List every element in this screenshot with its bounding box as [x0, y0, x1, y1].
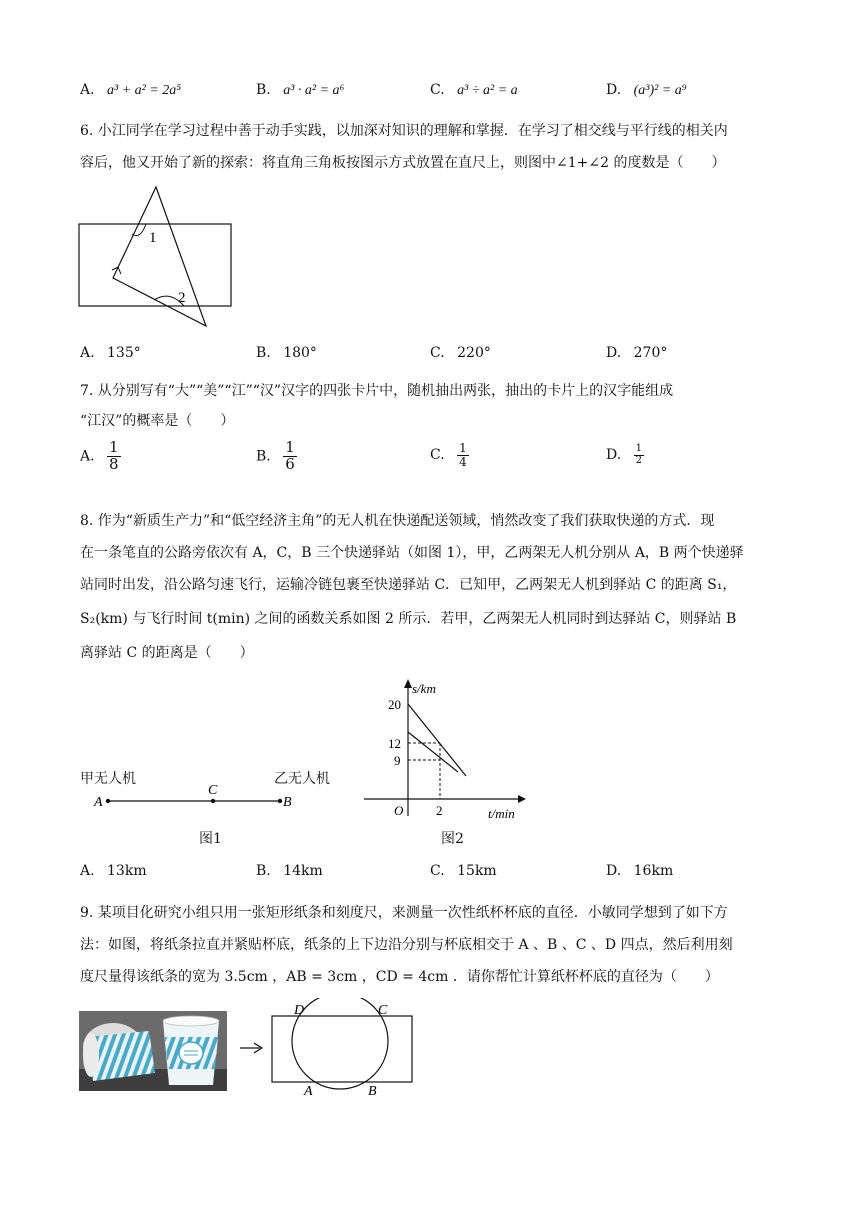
option-letter: D. — [606, 447, 622, 463]
q6-option-b — [256, 345, 317, 361]
q6-stem-line1: 6. 小江同学在学习过程中善于动手实践，以加深对知识的理解和掌握．在学习了相交线与平行线的相关内 — [80, 123, 728, 139]
numerator: 1 — [459, 441, 467, 455]
y-tick-20: 20 — [388, 697, 401, 712]
q6-figure-ruler-triangle — [76, 184, 236, 332]
option-letter: B. — [256, 863, 271, 879]
q9-figure-circle-strip — [268, 998, 418, 1100]
denominator: 2 — [635, 454, 643, 466]
q7-stem-line1: 7. 从分别写有“大”“美”“江”“汉”汉字的四张卡片中，随机抽出两张，抽出的卡片上的汉字能组成 — [80, 383, 674, 399]
q6-stem-line2: 容后，他又开始了新的探索：将直角三角板按图示方式放置在直尺上，则图中∠1+∠2 的度数是（ ） — [80, 155, 726, 171]
q9-stem-line2: 法：如图，将纸条拉直并紧贴杯底，纸条的上下边沿分别与杯底相交于 A 、B 、C 、D 四点，然后利用刻 — [80, 937, 733, 953]
option-letter: B. — [256, 82, 271, 98]
angle1-label: 1 — [149, 230, 157, 246]
q5-option-d — [606, 82, 687, 99]
denominator: 4 — [459, 454, 467, 469]
station-a-dot — [106, 799, 110, 803]
q8-option-c — [430, 863, 497, 879]
numerator: 1 — [635, 443, 643, 454]
q8-option-a — [80, 863, 147, 879]
fraction — [634, 444, 644, 466]
q8-stem-line5: 离驿站 C 的距离是（ ） — [80, 645, 254, 661]
fraction — [457, 442, 469, 468]
q6-option-a — [80, 345, 141, 361]
station-b-dot — [278, 799, 282, 803]
q8-stem-line1: 8. 作为“新质生产力”和“低空经济主角”的无人机在快递配送领域，悄然改变了我们获取快递的方式．现 — [80, 513, 715, 529]
point-b-label: B — [368, 1084, 377, 1099]
station-a-label: A — [94, 795, 103, 810]
x-axis-arrow — [518, 795, 526, 803]
option-letter: C. — [430, 863, 445, 879]
option-text: 15km — [457, 863, 497, 879]
option-letter: C. — [430, 447, 445, 464]
fig1-caption: 图1 — [199, 831, 222, 847]
numerator: 1 — [285, 438, 295, 456]
denominator: 8 — [109, 454, 119, 473]
y-tick-9: 9 — [394, 753, 401, 768]
numerator: 1 — [109, 438, 119, 456]
option-letter: B. — [256, 345, 271, 361]
q8-stem-line3: 站同时出发，沿公路匀速飞行，运输冷链包裹至快递驿站 C．已知甲，乙两架无人机到驿站 C 的距离 S₁， — [80, 577, 737, 593]
point-c-label: C — [378, 1003, 388, 1018]
option-text: 14km — [283, 863, 323, 879]
q5-option-b — [256, 82, 344, 99]
option-letter: C. — [430, 82, 445, 98]
point-d-label: D — [294, 1003, 305, 1018]
option-expr: a³ ÷ a² = a — [457, 83, 518, 98]
option-letter: B. — [256, 448, 271, 465]
q8-option-b — [256, 863, 323, 879]
option-text: 180° — [283, 345, 317, 361]
x-axis-label: t/min — [488, 806, 515, 821]
paper-cup-photo — [79, 1011, 227, 1091]
option-expr: a³ + a² = 2a⁵ — [107, 83, 182, 98]
right-triangle — [113, 187, 206, 326]
y-axis-arrow — [404, 679, 412, 688]
option-text: 13km — [107, 863, 147, 879]
x-tick-2: 2 — [436, 803, 443, 818]
option-letter: C. — [430, 345, 445, 361]
option-letter: D. — [606, 82, 622, 98]
q9-stem-line1: 9. 某项目化研究小组只用一张矩形纸条和刻度尺，来测量一次性纸杯杯底的直径．小敏同学想到了如下方 — [80, 905, 728, 921]
point-a-label: A — [304, 1084, 313, 1099]
fig2-graph — [358, 676, 538, 824]
option-letter: A. — [80, 448, 95, 465]
option-letter: A. — [80, 863, 95, 879]
arrow-icon — [238, 1040, 268, 1056]
option-text: 220° — [457, 345, 491, 361]
station-c-label: C — [208, 783, 218, 798]
fig1-right-drone-label: 乙无人机 — [274, 771, 330, 787]
angle2-label: 2 — [178, 290, 186, 306]
option-expr: a³ · a² = a⁶ — [283, 83, 345, 98]
y-axis-label: s/km — [412, 681, 436, 696]
q8-stem-line4: S₂(km) 与飞行时间 t(min) 之间的函数关系如图 2 所示．若甲，乙两架无人机同时到达驿站 C，则驿站 B — [80, 611, 737, 627]
q6-option-d — [606, 345, 667, 361]
q7-option-a — [80, 440, 121, 473]
q7-stem-line2: “江汉”的概率是（ ） — [80, 413, 235, 429]
option-text: 135° — [107, 345, 141, 361]
q6-option-c — [430, 345, 491, 361]
q7-option-c — [430, 442, 469, 468]
q9-stem-line3: 度尺量得该纸条的宽为 3.5cm ，AB = 3cm ，CD = 4cm ．请你帮忙计算纸杯杯底的直径为（ ） — [80, 969, 719, 985]
station-c-dot — [211, 799, 215, 803]
q8-option-d — [606, 863, 673, 879]
cup-bottom-circle — [292, 998, 388, 1089]
fig1-left-drone-label: 甲无人机 — [80, 771, 136, 787]
y-tick-12: 12 — [388, 736, 401, 751]
line-s2 — [408, 732, 458, 772]
q5-option-a — [80, 82, 181, 99]
option-letter: A. — [80, 82, 95, 98]
fraction — [283, 440, 297, 473]
option-text: 270° — [633, 345, 668, 361]
option-text: 16km — [633, 863, 674, 879]
q7-option-b — [256, 440, 297, 473]
fig1-road — [90, 782, 300, 812]
q8-stem-line2: 在一条笔直的公路旁依次有 A，C，B 三个快递驿站（如图 1），甲，乙两架无人机分别从 A，B 两个快递驿 — [80, 545, 744, 561]
q5-option-c — [430, 82, 518, 99]
q7-option-d — [606, 444, 644, 466]
fig2-caption: 图2 — [441, 831, 464, 847]
origin-label: O — [394, 803, 404, 818]
line-s1 — [408, 704, 466, 776]
denominator: 6 — [285, 454, 295, 473]
option-letter: D. — [606, 863, 622, 879]
station-b-label: B — [283, 795, 292, 810]
option-letter: A. — [80, 345, 95, 361]
option-expr: (a³)² = a⁹ — [633, 83, 687, 98]
option-letter: D. — [606, 345, 622, 361]
fraction — [107, 440, 121, 473]
